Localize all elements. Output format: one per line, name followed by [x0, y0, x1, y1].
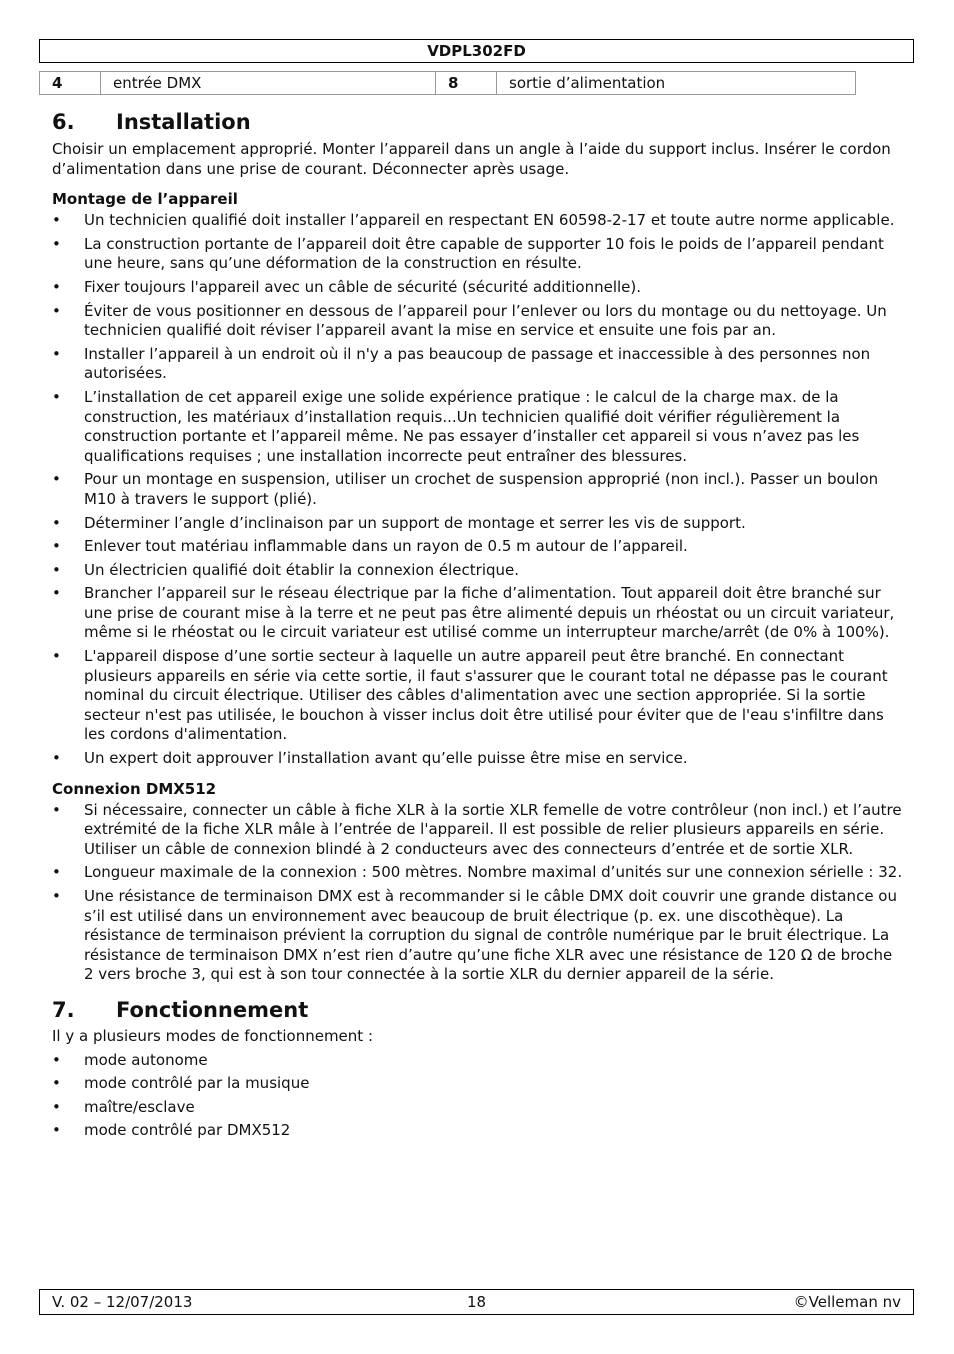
section-title: Installation: [116, 110, 251, 134]
part-label: sortie d’alimentation: [497, 72, 856, 95]
list-item: • L’installation de cet appareil exige une solide expérience pratique : le calcul de la charge max. de la construction, les matériaux d’installation requis...Un technicien qualifié doit vérifier régulièrement la construction portante et l’appareil même. Ne pas essayer d’installer cet appareil si vous n’avez pas les qualifications requises ; une installation incorrecte peut entraîner des blessures.: [52, 388, 904, 466]
modes-list: [52, 1051, 904, 1141]
section-7-intro: Il y a plusieurs modes de fonctionnement :: [52, 1026, 373, 1045]
list-item: • mode contrôlé par la musique: [52, 1074, 904, 1094]
list-item: • Un technicien qualifié doit installer l’appareil en respectant EN 60598-2-17 et toute autre norme applicable.: [52, 211, 904, 231]
part-number: 8: [436, 72, 497, 95]
list-item: • Pour un montage en suspension, utiliser un crochet de suspension approprié (non incl.). Passer un boulon M10 à travers le support (plié).: [52, 470, 904, 509]
list-item: • La construction portante de l’appareil doit être capable de supporter 10 fois le poids de l’appareil pendant une heure, sans qu’une déformation de la construction en résulte.: [52, 235, 904, 274]
section-7-heading: [52, 994, 904, 1026]
list-item: • Enlever tout matériau inflammable dans un rayon de 0.5 m autour de l’appareil.: [52, 537, 904, 557]
document-header: [39, 39, 914, 63]
table-row: [40, 72, 856, 95]
section-6-intro: Choisir un emplacement approprié. Monter l’appareil dans un angle à l’aide du support inclus. Insérer le cordon d’alimentation dans une prise de courant. Déconnecter après usage.: [52, 140, 891, 178]
list-item: • Si nécessaire, connecter un câble à fiche XLR à la sortie XLR femelle de votre contrôleur (non incl.) et l’autre extrémité de la fiche XLR mâle à l’entrée de l'appareil. Il est possible de relier plusieurs appareils en série. Utiliser un câble de connexion blindé à 2 conducteurs avec des connecteurs d’entrée et de sortie XLR.: [52, 801, 904, 860]
model-name: VDPL302FD: [427, 42, 526, 60]
list-item: • Un expert doit approuver l’installation avant qu’elle puisse être mise en service.: [52, 749, 904, 769]
list-item: • mode contrôlé par DMX512: [52, 1121, 904, 1141]
version-date: V. 02 – 12/07/2013: [52, 1293, 193, 1311]
section-number: 7.: [52, 997, 75, 1022]
page-number: 18: [466, 1293, 487, 1311]
list-item: • Brancher l’appareil sur le réseau électrique par la fiche d’alimentation. Tout appareil doit être branché sur une prise de courant mise à la terre et ne peut pas être alimenté depuis un rhéostat ou un circuit variateur, même si le rhéostat ou le circuit variateur est utilisé comme un interrupteur marche/arrêt (de 0% à 100%).: [52, 584, 904, 643]
copyright: ©Velleman nv: [793, 1293, 901, 1311]
section-title: Fonctionnement: [116, 997, 309, 1022]
part-number: 4: [40, 72, 101, 95]
dmx-heading: Connexion DMX512: [52, 779, 217, 798]
list-item: • Une résistance de terminaison DMX est à recommander si le câble DMX doit couvrir une grande distance ou s’il est utilisé dans un environnement avec beaucoup de bruit électrique (p. ex. une discothèque). La résistance de terminaison prévient la corruption du signal de contrôle numérique par le bruit électrique. La résistance de terminaison DMX n’est rien d’autre qu’une fiche XLR avec une résistance de 120 Ω de broche 2 vers broche 3, qui est à son tour connectée à la sortie XLR du dernier appareil de la série.: [52, 887, 904, 985]
list-item: • Déterminer l’angle d’inclinaison par un support de montage et serrer les vis de support.: [52, 514, 904, 534]
parts-table: [39, 71, 856, 95]
list-item: • Longueur maximale de la connexion : 500 mètres. Nombre maximal d’unités sur une connexion sérielle : 32.: [52, 863, 904, 883]
list-item: • maître/esclave: [52, 1098, 904, 1118]
list-item: • Installer l’appareil à un endroit où il n'y a pas beaucoup de passage et inaccessible à des personnes non autorisées.: [52, 345, 904, 384]
section-6-heading: [52, 106, 904, 138]
list-item: • Fixer toujours l'appareil avec un câble de sécurité (sécurité additionnelle).: [52, 278, 904, 298]
page-content: [52, 106, 904, 1141]
montage-list: [52, 211, 904, 768]
document-footer: [39, 1289, 914, 1315]
list-item: • Un électricien qualifié doit établir la connexion électrique.: [52, 561, 904, 581]
montage-heading: Montage de l’appareil: [52, 190, 238, 209]
list-item: • L'appareil dispose d’une sortie secteur à laquelle un autre appareil peut être branché. En connectant plusieurs appareils en série via cette sortie, il faut s'assurer que le courant total ne dépasse pas le courant nominal du circuit électrique. Utiliser des câbles d'alimentation avec une section appropriée. Si la sortie secteur n'est pas utilisée, le bouchon à visser inclus doit être utilisé pour éviter que de l'eau s'infiltre dans les cordons d'alimentation.: [52, 647, 904, 745]
section-number: 6.: [52, 110, 75, 134]
list-item: • Éviter de vous positionner en dessous de l’appareil pour l’enlever ou lors du montage ou du nettoyage. Un technicien qualifié doit réviser l’appareil avant la mise en service et ensuite une fois par an.: [52, 302, 904, 341]
dmx-list: [52, 801, 904, 985]
part-label: entrée DMX: [101, 72, 436, 95]
list-item: • mode autonome: [52, 1051, 904, 1071]
